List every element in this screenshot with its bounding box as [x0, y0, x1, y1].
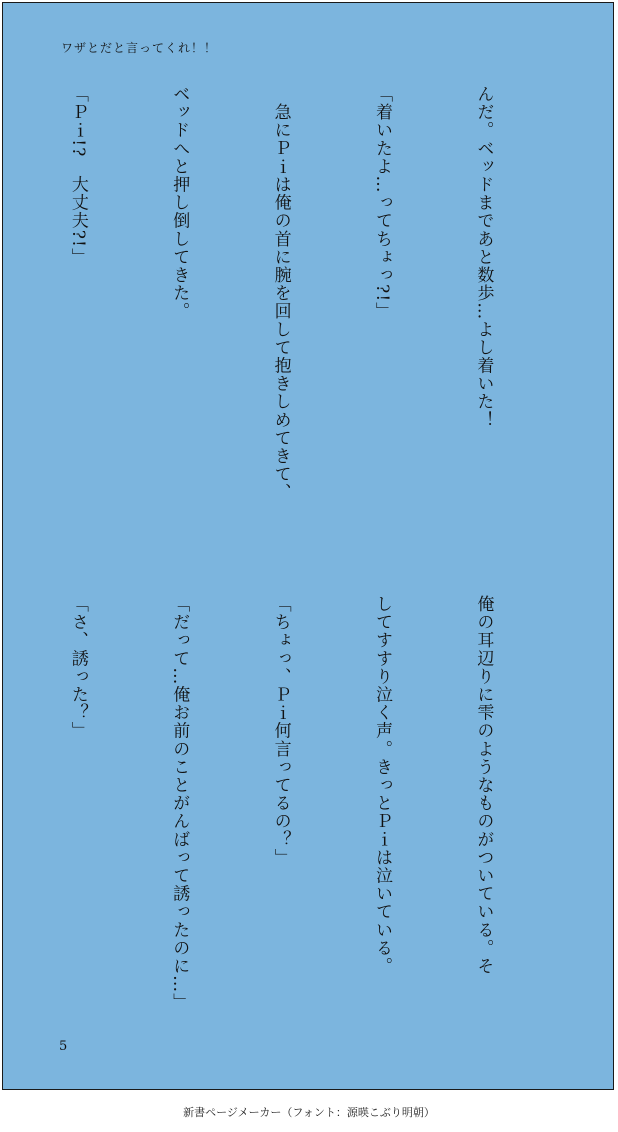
text-line: 「Ｐｉ!? 大丈夫?!」: [67, 85, 88, 267]
generator-credit: 新書ページメーカー（フォント：源暎こぶり明朝）: [183, 1106, 435, 1119]
text-line: んだ。ベッドまであと数歩…よし着いた！: [473, 85, 494, 429]
running-head: ワザとだと言ってくれ！！: [61, 41, 218, 55]
text-line: 「さ、誘った？」: [67, 595, 88, 740]
text-line: 「ちょっ、Ｐｉ何言ってるの？」: [270, 595, 291, 867]
text-line: 俺の耳辺りに雫のようなものがついている。そ: [473, 595, 494, 976]
lower-text-block: [57, 595, 567, 1012]
page-number: 5: [59, 1039, 68, 1054]
text-line: 「着いたよ…ってちょっ?!」: [372, 85, 393, 321]
text-line: 急にＰｉは俺の首に腕を回して抱きしめてきて、: [270, 85, 291, 502]
book-page: [2, 2, 614, 1090]
upper-text-block: [57, 85, 567, 555]
text-line: してすすり泣く声。きっとＰｉは泣いている。: [372, 595, 393, 976]
text-line: 「だって…俺お前のことがんばって誘ったのに…」: [169, 595, 190, 1012]
text-line: ベッドへと押し倒してきた。: [169, 85, 190, 321]
